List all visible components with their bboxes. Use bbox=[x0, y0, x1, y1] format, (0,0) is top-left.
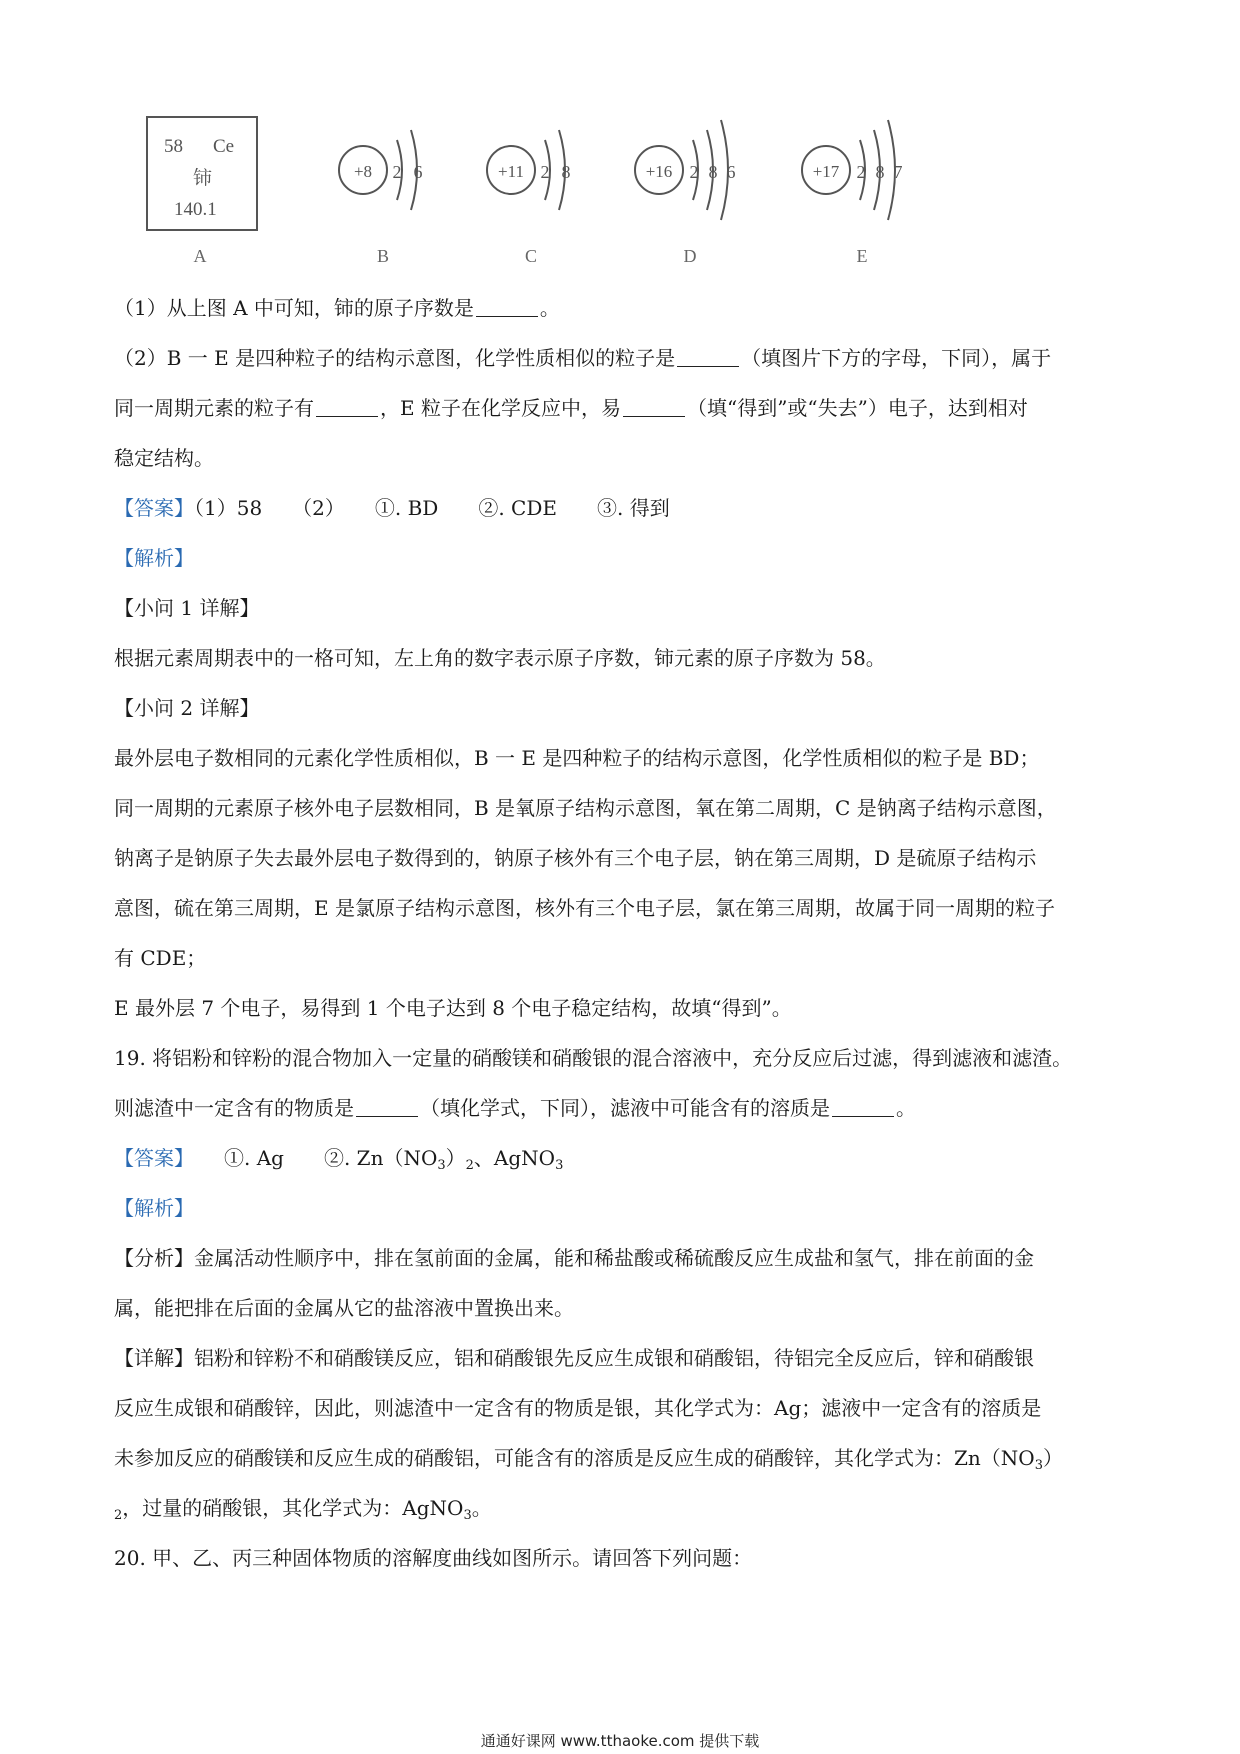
answer-blank bbox=[832, 1094, 894, 1117]
q19-answer-c: 、AgNO bbox=[473, 1146, 556, 1170]
q19-detail-line3 bbox=[114, 1442, 1134, 1492]
figure-svg bbox=[0, 0, 1240, 270]
tile-mass: 140.1 bbox=[174, 199, 217, 220]
q19-detail-line3-a: 未参加反应的硝酸镁和反应生成的硝酸铝，可能含有的溶质是反应生成的硝酸锌，其化学式为：Zn（NO bbox=[114, 1446, 1035, 1470]
q20-question: 20. 甲、乙、丙三种固体物质的溶解度曲线如图所示。请回答下列问题： bbox=[114, 1546, 753, 1570]
q18-sub2-line4: 意图，硫在第三周期，E 是氯原子结构示意图，核外有三个电子层，氯在第三周期，故属于同一周期的粒子 bbox=[114, 896, 1055, 920]
q18-part1-text: （1）从上图 A 中可知，铈的原子序数是 bbox=[114, 296, 474, 320]
q19-question-line1: 19. 将铝粉和锌粉的混合物加入一定量的硝酸镁和硝酸银的混合溶液中，充分反应后过滤，得到滤液和滤渣。 bbox=[114, 1046, 1073, 1070]
q18-part1 bbox=[114, 292, 1134, 342]
q18-part2 bbox=[114, 342, 1134, 392]
q18-answer-text: （1）58 （2） ①. BD ②. CDE ③. 得到 bbox=[194, 496, 670, 520]
q19-analysis-line1: 【分析】金属活动性顺序中，排在氢前面的金属，能和稀盐酸或稀硫酸反应生成盐和氢气，排在前面的金 bbox=[114, 1246, 1034, 1270]
q18-part2-text-a: （2）B 一 E 是四种粒子的结构示意图，化学性质相似的粒子是 bbox=[114, 346, 676, 370]
shell-count: 2 bbox=[856, 162, 866, 182]
q19-detail-line4-a: ，过量的硝酸银，其化学式为：AgNO bbox=[122, 1496, 464, 1520]
subscript: 3 bbox=[437, 1158, 446, 1173]
answer-label: 【答案】 bbox=[114, 1146, 184, 1170]
answer-label: 【答案】 bbox=[114, 496, 194, 520]
document-body bbox=[114, 292, 1134, 1592]
q18-analysis-label: 【解析】 bbox=[114, 546, 194, 570]
figure-label-c: C bbox=[524, 246, 538, 266]
figure-label-e: E bbox=[856, 246, 868, 266]
q18-sub2-line2: 同一周期的元素原子核外电子层数相同，B 是氧原子结构示意图，氧在第二周期，C 是钠离子结构示意图， bbox=[114, 796, 1057, 820]
answer-blank bbox=[677, 344, 739, 367]
subscript: 3 bbox=[555, 1158, 564, 1173]
figure-label-a: A bbox=[193, 246, 207, 266]
q19-detail-line4 bbox=[114, 1492, 1134, 1542]
q19-question-line2 bbox=[114, 1092, 1134, 1142]
atom-structure-d bbox=[635, 120, 736, 220]
q19-text-b: （填化学式，下同），滤液中可能含有的溶质是 bbox=[420, 1096, 830, 1120]
tile-symbol: Ce bbox=[213, 136, 235, 157]
nucleus-charge-b: +8 bbox=[353, 162, 373, 181]
shell-count: 2 bbox=[392, 162, 402, 182]
q19-answer-b: ） bbox=[445, 1146, 466, 1170]
atom-structure-b bbox=[339, 130, 423, 210]
q18-part3-text-b: ，E 粒子在化学反应中，易 bbox=[380, 396, 621, 420]
q18-part3-text-a: 同一周期元素的粒子有 bbox=[114, 396, 314, 420]
q19-answer bbox=[114, 1142, 1134, 1192]
shell-count: 8 bbox=[708, 162, 718, 182]
answer-blank bbox=[476, 294, 538, 317]
q18-sub1-heading: 【小问 1 详解】 bbox=[114, 596, 260, 620]
tile-number: 58 bbox=[164, 136, 183, 157]
figure-label-d: D bbox=[683, 246, 697, 266]
q19-analysis-line2: 属，能把排在后面的金属从它的盐溶液中置换出来。 bbox=[114, 1296, 574, 1320]
q18-part3 bbox=[114, 392, 1134, 442]
answer-blank bbox=[316, 394, 378, 417]
atom-structure-e bbox=[802, 120, 903, 220]
q18-part2-text-b: （填图片下方的字母，下同），属于 bbox=[741, 346, 1052, 370]
subscript: 3 bbox=[1034, 1458, 1043, 1473]
nucleus-charge-d: +16 bbox=[645, 162, 673, 181]
q19-detail-line1: 【详解】铝粉和锌粉不和硝酸镁反应，铝和硝酸银先反应生成银和硝酸铝，待铝完全反应后，锌和硝酸银 bbox=[114, 1346, 1034, 1370]
shell-count: 8 bbox=[561, 162, 571, 182]
q19-analysis-label: 【解析】 bbox=[114, 1196, 194, 1220]
q18-part1-end: 。 bbox=[539, 296, 560, 320]
q19-detail-line3-b: ） bbox=[1042, 1446, 1063, 1470]
q18-sub2-line3: 钠离子是钠原子失去最外层电子数得到的，钠原子核外有三个电子层，钠在第三周期，D 是硫原子结构示 bbox=[114, 846, 1037, 870]
answer-blank bbox=[356, 1094, 418, 1117]
q19-text-a: 则滤渣中一定含有的物质是 bbox=[114, 1096, 354, 1120]
q18-sub2-line1: 最外层电子数相同的元素化学性质相似，B 一 E 是四种粒子的结构示意图，化学性质相似的粒子是 BD； bbox=[114, 746, 1040, 770]
q19-text-c: 。 bbox=[896, 1096, 916, 1120]
shell-count: 8 bbox=[875, 162, 885, 182]
q18-sub1-text: 根据元素周期表中的一格可知，左上角的数字表示原子序数，铈元素的原子序数为 58。 bbox=[114, 646, 886, 670]
nucleus-charge-e: +17 bbox=[812, 162, 840, 181]
page-footer: 通通好课网 www.tthaoke.com 提供下载 bbox=[480, 1732, 760, 1750]
q18-sub2-line5: 有 CDE； bbox=[114, 946, 207, 970]
q19-detail-line4-b: 。 bbox=[471, 1496, 492, 1520]
q18-sub2-heading: 【小问 2 详解】 bbox=[114, 696, 260, 720]
q18-sub2-line6: E 最外层 7 个电子，易得到 1 个电子达到 8 个电子稳定结构，故填“得到”。 bbox=[114, 996, 792, 1020]
shell-count: 2 bbox=[689, 162, 699, 182]
q18-part4: 稳定结构。 bbox=[114, 446, 214, 470]
q19-answer-a: ①. Ag ②. Zn（NO bbox=[184, 1146, 438, 1170]
shell-count: 2 bbox=[540, 162, 550, 182]
subscript: 3 bbox=[463, 1508, 472, 1523]
shell-count: 6 bbox=[726, 162, 736, 182]
subscript: 2 bbox=[114, 1508, 123, 1523]
subscript: 2 bbox=[465, 1158, 474, 1173]
q19-detail-line2: 反应生成银和硝酸锌，因此，则滤渣中一定含有的物质是银，其化学式为：Ag；滤液中一定含有的溶质是 bbox=[114, 1396, 1042, 1420]
q18-part3-text-c: （填“得到”或“失去”）电子，达到相对 bbox=[686, 396, 1028, 420]
atom-structure-c bbox=[487, 130, 571, 210]
figure-label-b: B bbox=[376, 246, 390, 266]
structure-figure bbox=[0, 0, 1240, 270]
shell-count: 7 bbox=[893, 162, 903, 182]
nucleus-charge-c: +11 bbox=[498, 162, 524, 181]
answer-blank bbox=[623, 394, 685, 417]
tile-name: 铈 bbox=[193, 168, 213, 189]
q18-answer bbox=[114, 492, 1134, 542]
shell-count: 6 bbox=[413, 162, 423, 182]
